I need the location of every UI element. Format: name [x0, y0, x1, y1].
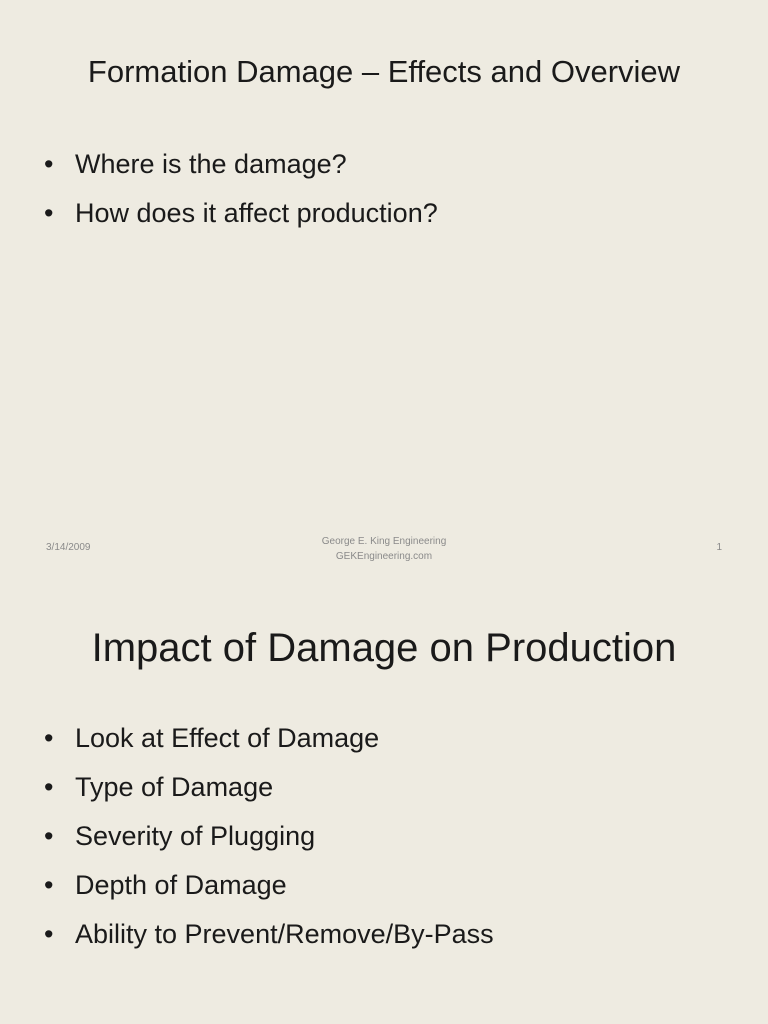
bullet-item	[44, 140, 438, 189]
bullet-icon: •	[44, 870, 54, 900]
bullet-icon: •	[44, 772, 54, 802]
bullet-item	[44, 714, 494, 763]
bullet-text: Depth of Damage	[75, 870, 287, 900]
bullet-item	[44, 861, 494, 910]
bullet-text: Ability to Prevent/Remove/By-Pass	[75, 919, 494, 949]
footer-page-number: 1	[716, 542, 722, 553]
slide-title: Impact of Damage on Production	[91, 626, 677, 670]
bullet-icon: •	[44, 723, 54, 753]
bullet-icon: •	[44, 821, 54, 851]
footer-company: George E. King Engineering	[321, 536, 447, 547]
footer-website: GEKEngineering.com	[335, 551, 433, 562]
bullet-list	[44, 140, 438, 238]
bullet-item	[44, 189, 438, 238]
bullet-icon: •	[44, 919, 54, 949]
bullet-text: Type of Damage	[75, 772, 274, 802]
slide-2	[0, 576, 768, 1024]
bullet-item	[44, 763, 494, 812]
bullet-list	[44, 714, 494, 959]
footer-credits	[0, 534, 768, 564]
footer-date: 3/14/2009	[46, 542, 91, 553]
bullet-text: Severity of Plugging	[75, 821, 316, 851]
bullet-text: Look at Effect of Damage	[75, 723, 380, 753]
bullet-text: How does it affect production?	[75, 198, 438, 228]
bullet-text: Where is the damage?	[75, 149, 347, 179]
bullet-item	[44, 910, 494, 959]
slide-title: Formation Damage – Effects and Overview	[87, 54, 681, 89]
slide-footer	[0, 532, 768, 568]
bullet-item	[44, 812, 494, 861]
bullet-icon: •	[44, 198, 54, 228]
bullet-icon: •	[44, 149, 54, 179]
